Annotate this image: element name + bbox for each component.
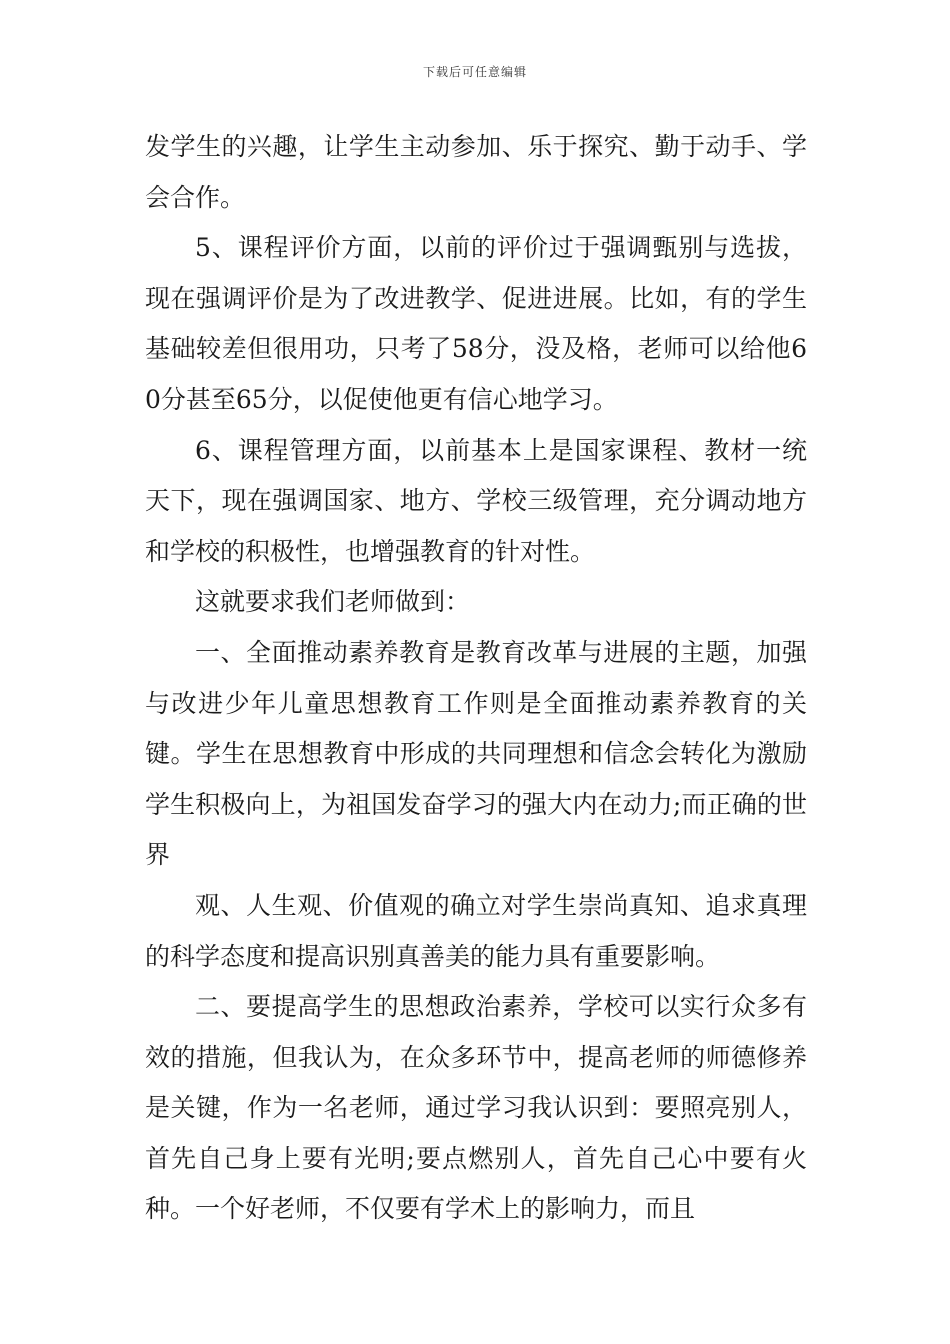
paragraph: 5、课程评价方面，以前的评价过于强调甄别与选拔，现在强调评价是为了改进教学、促进进展。比如，有的学生基础较差但很用功，只考了58分，没及格，老师可以给他60分甚至65分，以促使他更有信心地学习。 [145, 233, 807, 414]
paragraph: 这就要求我们老师做到： [195, 587, 471, 617]
paragraph: 二、要提高学生的思想政治素养，学校可以实行众多有效的措施，但我认为，在众多环节中，提高老师的师德修养是关键，作为一名老师，通过学习我认识到：要照亮别人，首先自己身上要有光明;要点燃别人，首先自己心中要有火种。一个好老师，不仅要有学术上的影响力，而且 [145, 992, 807, 1224]
paragraph: 6、课程管理方面，以前基本上是国家课程、教材一统天下，现在强调国家、地方、学校三级管理，充分调动地方和学校的积极性，也增强教育的针对性。 [145, 435, 807, 566]
paragraph: 一、全面推动素养教育是教育改革与进展的主题，加强与改进少年儿童思想教育工作则是全面推动素养教育的关键。学生在思想教育中形成的共同理想和信念会转化为激励学生积极向上，为祖国发奋学习的强大内在动力;而正确的世界 [145, 637, 807, 870]
document-body [145, 122, 807, 1235]
paragraph: 发学生的兴趣，让学生主动参加、乐于探究、勤于动手、学会合作。 [145, 132, 807, 212]
paragraph: 观、人生观、价值观的确立对学生崇尚真知、追求真理的科学态度和提高识别真善美的能力具有重要影响。 [145, 890, 807, 971]
page-header: 下载后可任意编辑 [422, 65, 527, 79]
